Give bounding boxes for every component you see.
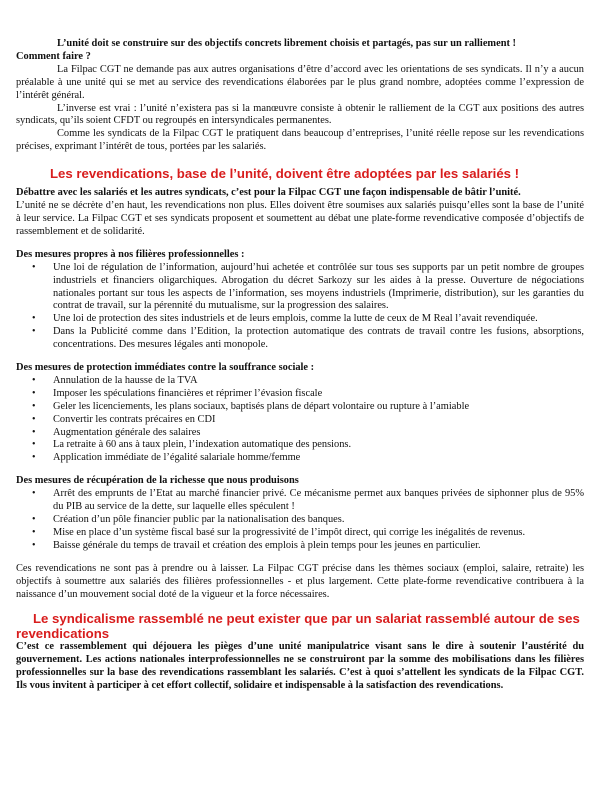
list-item-text: Mise en place d’un système fiscal basé sur la progressivité de l’impôt direct, qui corrige les inégalités de revenus. [53,526,526,538]
list-item-text: Imposer les spéculations financières et réprimer l’évasion fiscale [53,387,323,399]
section-paragraph: L’unité ne se décrète d’en haut, les revendications non plus. Elles doivent être soumises aux salariés puisqu’elles sont la base de l’unité à leur service. La Filpac CGT et ses syndicats proposent et soumettent au débat une plate-forme revendicative composée d’objectifs de rassemblement et de solidarité. [16,200,584,237]
intro-paragraph: Comme les syndicats de la Filpac CGT le pratiquent dans beaucoup d’entreprises, l’unité réelle repose sur les revendications précises, exprimant l’intérêt de tous, portées par les salariés. [16,128,584,153]
bullet-icon: • [32,488,36,500]
list-item [16,375,584,388]
list-item-text: Augmentation générale des salaires [53,426,201,438]
list-item-text: Création d’un pôle financier public par la nationalisation des banques. [53,514,345,525]
list-item-text: Geler les licenciements, les plans sociaux, baptisés plans de départ volontaire ou rupture à l’amiable [53,400,470,412]
list-item-text: Convertir les contrats précaires en CDI [53,413,216,425]
headline-line-2: revendications [16,626,110,642]
list-item-text: Une loi de protection des sites industriels et de leurs emplois, comme la lutte de ceux de M Real l’avait revendiquée. [53,313,538,325]
bullet-icon: • [32,413,36,425]
bullet-icon: • [32,313,36,325]
bullet-icon: • [32,374,36,386]
list-item-text: Application immédiate de l’égalité salariale homme/femme [53,452,301,464]
list-item [16,514,584,527]
closing-paragraph: Ces revendications ne sont pas à prendre ou à laisser. La Filpac CGT précise dans les thèmes sociaux (emploi, salaire, retraite) les objectifs à soumettre aux salariés des filières professionnelles - et plus largement. Cette plate-forme revendicative contribuera à la naissance d’un mouvement social doté de la vigueur et la force nécessaires. [16,562,584,600]
list-item [16,540,584,553]
list-item-text: Arrêt des emprunts de l’Etat au marché financier privé. Ce mécanisme permet aux banques privées de siphonner plus de 95% du PIB au service de la dette, sur laquelle elles spéculent ! [53,488,584,513]
section-headline-revendications: Les revendications, base de l’unité, doivent être adoptées par les salariés ! [50,166,520,182]
list-item [16,313,584,326]
list-item-text: Une loi de régulation de l’information, aujourd’hui achetée et contrôlée sur tous ses supports par un petit nombre de groupes industriels et financiers oligarchiques. Abrogation du décret Sarkozy sur les aides à la presse. Ouverture de négociations nationales portant sur tous les aspects de l’information, ses moyens industriels (Imprimerie, distribution), sur les garanties du contrat de travail, sur la pérennité du mutualisme, sur la progression des salaires. [53,261,584,312]
list-item [16,401,584,414]
bullet-icon: • [32,400,36,412]
bullet-icon: • [32,326,36,338]
bullet-icon: • [32,526,36,538]
list-item [16,427,584,440]
filieres-title: Des mesures propres à nos filières professionnelles : [16,248,245,260]
list-item [16,414,584,427]
richesse-title: Des mesures de récupération de la richesse que nous produisons [16,475,299,487]
document-page [16,38,584,693]
section-lead: Débattre avec les salariés et les autres syndicats, c’est pour la Filpac CGT une façon indispensable de bâtir l’unité. [16,187,521,199]
bullet-icon: • [32,514,36,525]
list-item [16,452,584,465]
richesse-list [16,488,584,553]
protection-list [16,375,584,465]
list-item-text: Baisse générale du temps de travail et création des emplois à plein temps pour les jeunes en particulier. [53,539,481,551]
list-item [16,527,584,540]
bullet-icon: • [32,539,36,551]
headline-line-1: Le syndicalisme rassemblé ne peut exister que par un salariat rassemblé autour de ses [33,611,580,627]
bullet-icon: • [32,261,36,273]
intro-question: Comment faire ? [16,50,91,62]
bullet-icon: • [32,387,36,399]
list-item [16,262,584,314]
list-item-text: La retraite à 60 ans à taux plein, l’indexation automatique des pensions. [53,439,352,451]
intro-title: L’unité doit se construire sur des objectifs concrets librement choisis et partagés, pas sur un ralliement ! [57,38,516,49]
section-headline-syndicalisme [16,611,584,641]
intro-paragraph: La Filpac CGT ne demande pas aux autres organisations d’être d’accord avec les orientations de ses syndicats. Il n’y a aucun préalable à une unité qui se met au service des revendications élaborées par le plus grand nombre, adoptées comme l’expression de l’intérêt général. [16,63,584,101]
protection-title: Des mesures de protection immédiates contre la souffrance sociale : [16,362,315,374]
intro-paragraph: L’inverse est vrai : l’unité n’existera pas si la manœuvre consiste à obtenir le ralliement de la CGT aux positions des autres syndicats, qu’ils soient CFDT ou regroupés en intersyndicales permanentes. [16,102,584,127]
bullet-icon: • [32,452,36,464]
list-item [16,326,584,352]
list-item [16,488,584,514]
list-item-text: Annulation de la hausse de la TVA [53,374,198,386]
final-paragraph: C’est ce rassemblement qui déjouera les pièges d’une unité manipulatrice visant sans le dire à soutenir l’austérité du gouvernement. Les actions nationales interprofessionnelles ne se construiront par la somme des mobilisations dans les filières professionnelles sur la base des revendications rassemblant les salariés. C’est à quoi s’attellent les syndicats de la Filpac CGT. Ils vous invitent à participer à cet effort collectif, solidaire et indispensable à la satisfaction des revendications. [16,641,584,692]
bullet-icon: • [32,426,36,438]
list-item [16,439,584,452]
list-item-text: Dans la Publicité comme dans l’Edition, la protection automatique des contrats de travail contre les fusions, absorptions, concentrations. Des mesures légales anti monopole. [53,326,584,351]
list-item [16,388,584,401]
filieres-list [16,262,584,352]
bullet-icon: • [32,439,36,451]
